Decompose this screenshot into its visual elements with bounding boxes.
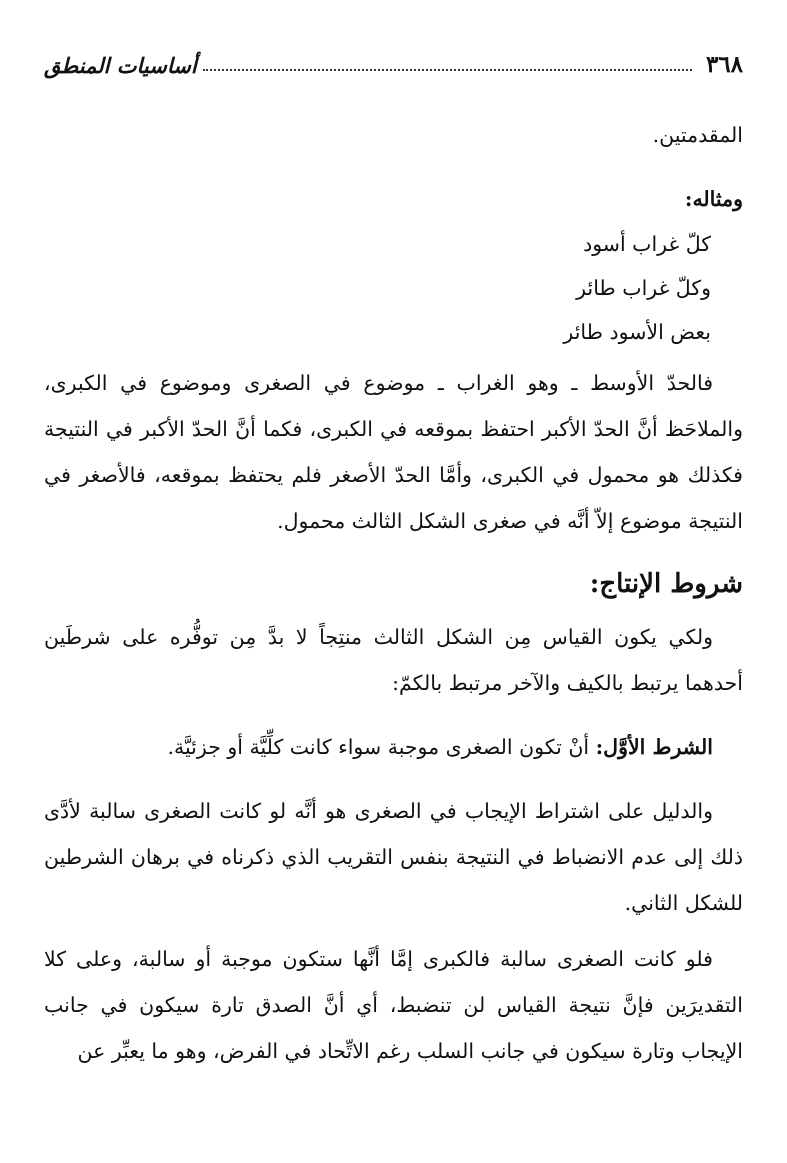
header-dotted-leader: [203, 69, 692, 71]
example-line-minor: وكلّ غراب طائر: [576, 276, 711, 300]
paragraph-negative-minor: فلو كانت الصغرى سالبة فالكبرى إمَّا أنَّها ستكون موجبة أو سالبة، وعلى كلا التقديرَين فإنَّ نتيجة القياس لن تنضبط، أي أنَّ الصدق تارة سيكون في جانب الإيجاب وتارة سيكون في جانب السلب رغم الاتِّحاد في الفرض، وهو ما يعبِّر عن: [44, 947, 743, 1063]
section-heading: شروط الإنتاج:: [589, 569, 743, 599]
paragraph-conditions-intro: ولكي يكون القياس مِن الشكل الثالث منتِجاً لا بدَّ مِن توفُّره على شرطَين أحدهما يرتبط بالكيف والآخر مرتبط بالكمّ:: [44, 625, 743, 695]
paragraph-middle-term: فالحدّ الأوسط ـ وهو الغراب ـ موضوع في الصغرى وموضوع في الكبرى، والملاحَظ أنَّ الحدّ الأكبر احتفظ بموقعه في الكبرى، فكما أنَّ الحدّ الأكبر في النتيجة فكذلك هو محمول في الكبرى، وأمَّا الحدّ الأصغر فلم يحتفظ بموقعه، فالأصغر في النتيجة موضوع إلاّ أنَّه في صغرى الشكل الثالث محمول.: [44, 371, 743, 533]
page-number: ٣٦٨: [705, 51, 743, 78]
page-header: [44, 44, 743, 78]
example-line-conclusion: بعض الأسود طائر: [563, 320, 711, 344]
continuation-text: المقدمتين.: [652, 123, 743, 147]
first-condition-label: الشرط الأوَّل:: [595, 735, 713, 759]
book-page: [44, 0, 743, 1163]
first-condition: [44, 724, 743, 770]
example-syllogism: [44, 222, 743, 354]
running-book-title: أساسيات المنطق: [44, 53, 197, 78]
example-line-major: كلّ غراب أسود: [583, 232, 711, 256]
paragraph-proof: والدليل على اشتراط الإيجاب في الصغرى هو أنَّه لو كانت الصغرى سالبة لأدَّى ذلك إلى عدم الانضباط في النتيجة بنفس التقريب الذي ذكرناه في برهان الشرطين للشكل الثاني.: [44, 799, 743, 915]
first-condition-text: أنْ تكون الصغرى موجبة سواء كانت كلِّيَّة أو جزئيَّة.: [167, 735, 590, 759]
page-body: [44, 112, 743, 1074]
example-label: ومثاله:: [684, 187, 743, 211]
